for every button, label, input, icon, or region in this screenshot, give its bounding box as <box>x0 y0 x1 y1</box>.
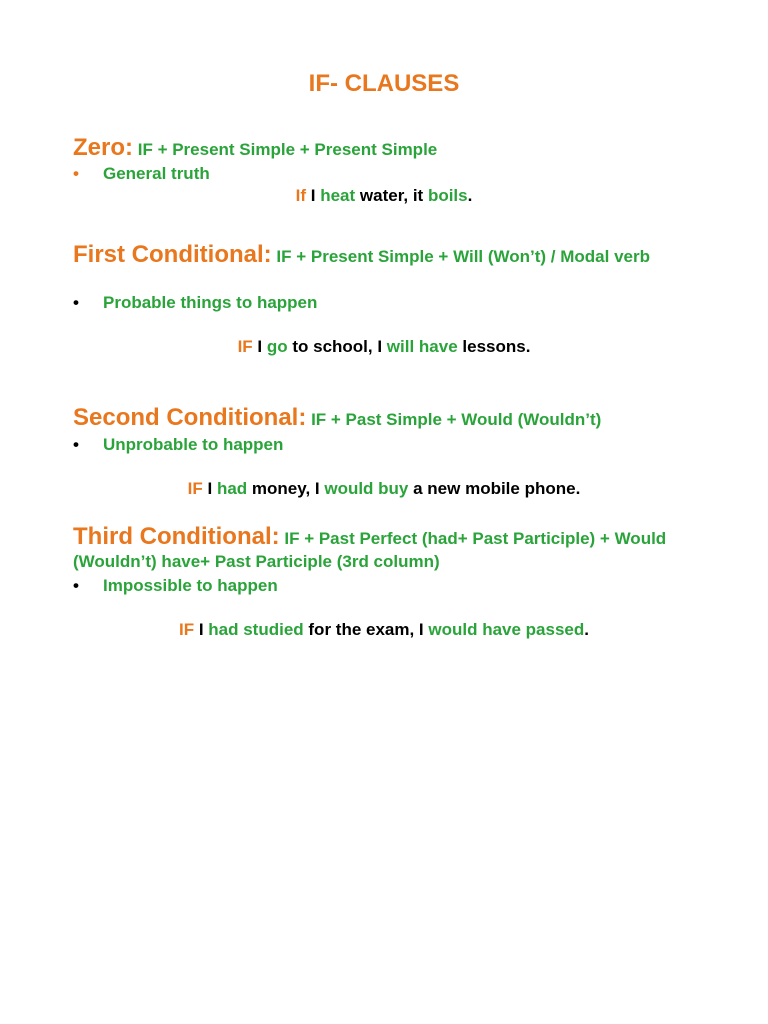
third-conditional-heading <box>73 525 713 573</box>
example-segment: had <box>216 479 248 498</box>
example-segment: lessons. <box>457 337 531 356</box>
example-segment: I <box>252 337 267 356</box>
example-segment: would buy <box>324 479 409 498</box>
example-segment: heat <box>320 186 356 205</box>
example-segment: will have <box>386 337 458 356</box>
section-formula: IF + Past Perfect (had+ Past Participle) + Would (Wouldn’t) have+ Past Participle (3rd column) <box>73 529 667 571</box>
example-segment: to school, I <box>287 337 387 356</box>
example-segment: money, I <box>247 479 325 498</box>
example-segment: go <box>266 337 288 356</box>
second-conditional-example <box>0 479 768 499</box>
bullet-text: Probable things to happen <box>103 293 318 312</box>
bullet-text: General truth <box>103 164 210 183</box>
second-conditional-bullet <box>73 435 673 455</box>
bullet-icon: • <box>73 576 79 595</box>
bullet-icon: • <box>73 164 79 183</box>
example-segment: I <box>306 186 321 205</box>
bullet-icon: • <box>73 293 79 312</box>
example-segment: If <box>295 186 307 205</box>
first-conditional-bullet <box>73 293 673 313</box>
example-segment: IF <box>237 337 253 356</box>
third-conditional-bullet <box>73 576 673 596</box>
example-segment: a new mobile phone. <box>408 479 581 498</box>
example-segment: for the exam, I <box>303 620 429 639</box>
example-segment: IF <box>187 479 203 498</box>
second-conditional-heading <box>73 406 713 431</box>
zero-conditional-bullet <box>73 164 673 184</box>
example-segment: IF <box>178 620 195 639</box>
first-conditional-heading <box>73 243 713 268</box>
example-segment: I <box>194 620 209 639</box>
bullet-icon: • <box>73 435 79 454</box>
example-segment: boils <box>427 186 468 205</box>
bullet-text: Unprobable to happen <box>103 435 284 454</box>
section-name: Second Conditional: <box>73 404 307 431</box>
section-name: Third Conditional: <box>73 523 280 550</box>
section-name: Zero: <box>73 134 133 161</box>
section-formula: IF + Past Simple + Would (Wouldn’t) <box>311 410 602 429</box>
example-segment: had studied <box>208 620 304 639</box>
example-segment: water, it <box>355 186 428 205</box>
example-segment: . <box>584 620 589 639</box>
section-name: First Conditional: <box>73 241 272 268</box>
example-segment: would have passed <box>428 620 585 639</box>
example-segment: I <box>202 479 217 498</box>
third-conditional-example <box>0 620 768 640</box>
first-conditional-example <box>0 337 768 357</box>
page-title: IF- CLAUSES <box>308 70 460 97</box>
example-segment: . <box>467 186 473 205</box>
section-formula: IF + Present Simple + Will (Won’t) / Modal verb <box>276 247 650 266</box>
section-formula: IF + Present Simple + Present Simple <box>137 140 438 159</box>
zero-conditional-heading <box>73 136 713 161</box>
bullet-text: Impossible to happen <box>103 576 278 595</box>
zero-conditional-example <box>0 186 768 206</box>
